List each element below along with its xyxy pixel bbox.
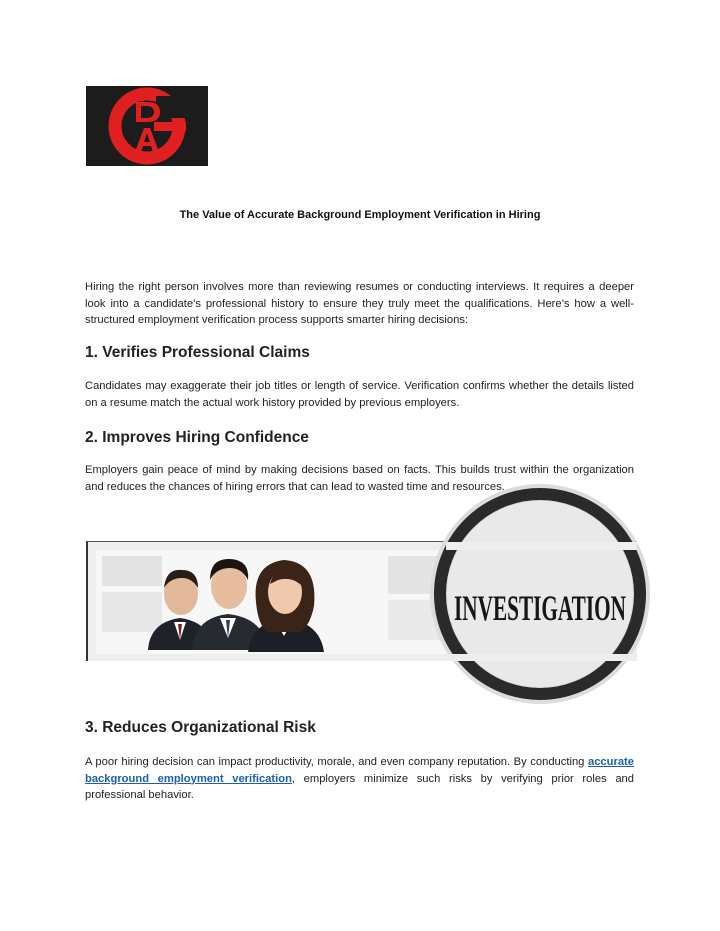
body-text-before-link: A poor hiring decision can impact productivity, morale, and even company reputation. By conducting xyxy=(85,756,588,768)
verification-link[interactable]: accurate background employment verification xyxy=(85,756,634,785)
section-heading-hiring-confidence: 2. Improves Hiring Confidence xyxy=(85,429,309,446)
document-title: The Value of Accurate Background Employment Verification in Hiring xyxy=(179,209,541,221)
gda-logo-mark-icon xyxy=(86,86,208,166)
section-body-organizational-risk xyxy=(85,754,634,804)
investigation-banner-image xyxy=(86,541,637,661)
section-body-verifies-claims: Candidates may exaggerate their job titles or length of service. Verification confirms whether the details listed on a resume match the actual work history provided by previous employers. xyxy=(85,380,634,409)
intro-paragraph: Hiring the right person involves more than reviewing resumes or conducting interviews. It requires a deeper look into a candidate’s professional history to ensure they truly meet the qualifications. Here’s how a well-structured employment verification process supports smarter hiring decisions: xyxy=(85,281,634,326)
section-body-hiring-confidence: Employers gain peace of mind by making decisions based on facts. This builds trust within the organization and reduces the chances of hiring errors that can lead to wasted time and resources. xyxy=(85,464,634,493)
section-heading-verifies-claims: 1. Verifies Professional Claims xyxy=(85,344,310,361)
section-heading-organizational-risk: 3. Reduces Organizational Risk xyxy=(85,719,316,736)
body-text-after-link: , employers minimize such risks by verifying prior roles and professional behavior. xyxy=(85,772,634,801)
magnifier-text: INVESTIGATION xyxy=(454,588,626,628)
company-logo xyxy=(86,86,208,166)
